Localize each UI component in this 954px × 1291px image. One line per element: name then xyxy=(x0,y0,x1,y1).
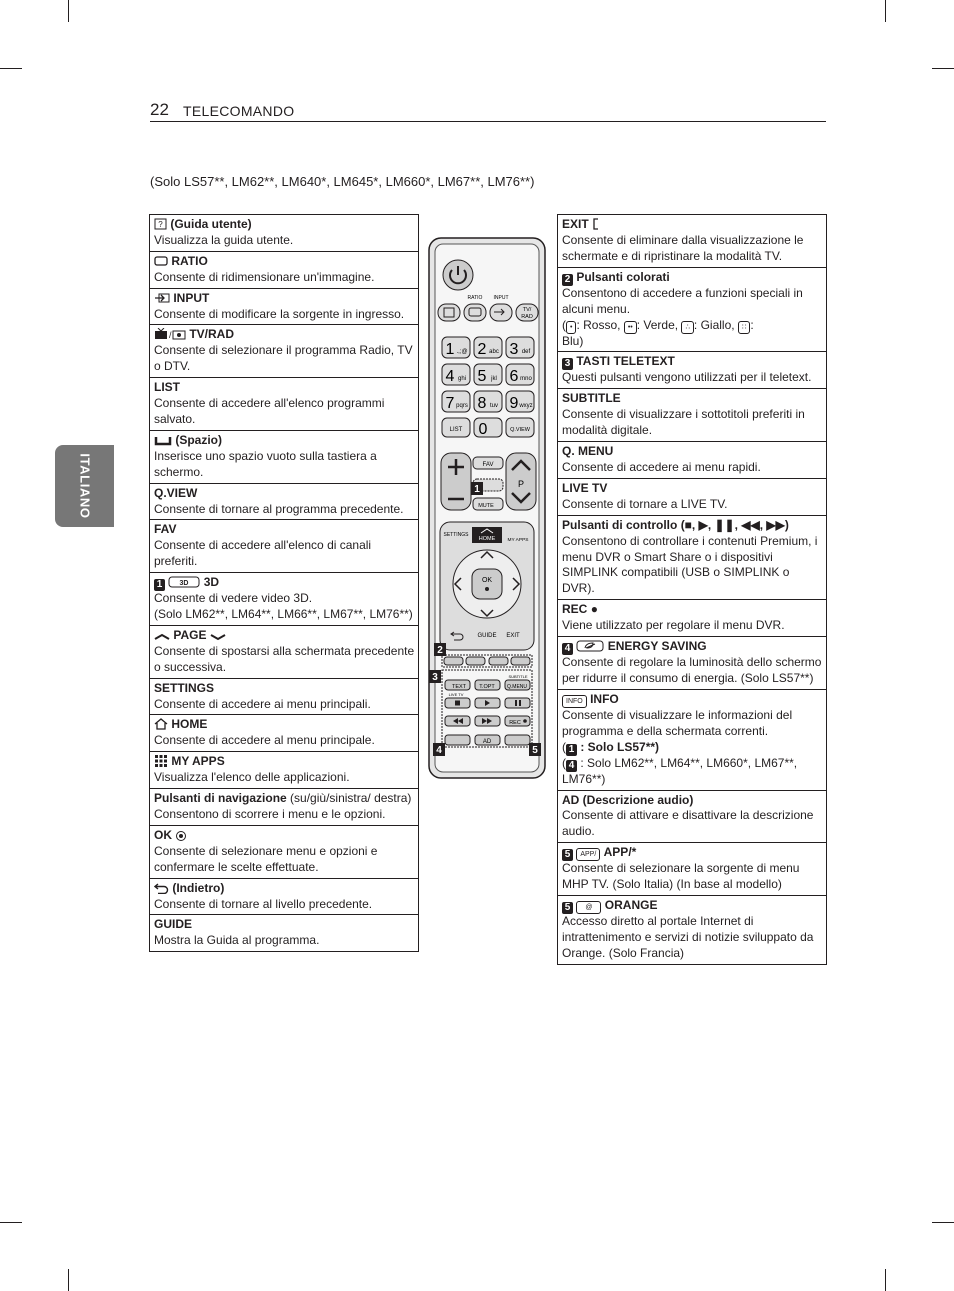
info-note-1: : Solo LS57**) xyxy=(580,739,660,754)
table-row xyxy=(150,377,418,430)
table-row xyxy=(558,790,826,843)
row-title: AD (Descrizione audio) xyxy=(562,792,694,807)
callout-badge: 2 xyxy=(562,274,573,286)
row-title: LIST xyxy=(154,380,180,395)
page-up-icon xyxy=(154,631,170,641)
page-header xyxy=(150,100,826,122)
row-desc: Visualizza la guida utente. xyxy=(154,232,294,247)
control-icons: (■, ▶, ❚❚, ◀◀, ▶▶) xyxy=(680,517,789,532)
row-title: Pulsanti colorati xyxy=(576,269,670,284)
row-desc: Questi pulsanti vengono utilizzati per il teletext. xyxy=(562,370,812,385)
row-desc: Consente di accedere ai menu principali. xyxy=(154,696,371,711)
list-label: LIST xyxy=(449,427,463,433)
callout-badge: 5 xyxy=(562,849,573,861)
callout-2-label: 2 xyxy=(437,645,443,656)
red-label: : Rosso, xyxy=(576,317,621,332)
crop-mark xyxy=(932,1222,954,1223)
row-desc: Consente di selezionare menu e opzioni e confermare le scelte effettuate. xyxy=(154,843,378,874)
digit-letters: abc xyxy=(489,349,499,355)
row-title: TV/RAD xyxy=(189,327,235,342)
table-row xyxy=(558,599,826,636)
callout-badge: 3 xyxy=(562,358,573,370)
number-keypad xyxy=(442,337,534,412)
digit-key-7[interactable] xyxy=(442,391,470,412)
callout-5 xyxy=(529,743,541,756)
red-button-icon: • xyxy=(566,321,576,334)
page-down-icon xyxy=(210,631,226,641)
row-desc: Accesso diretto al portale Internet di intrattenimento e servizi di notizie sviluppato da Orange. (Solo Francia) xyxy=(562,914,814,960)
svg-text:3D: 3D xyxy=(179,580,189,588)
orange-button-icon: @ xyxy=(576,901,601,914)
ratio-label: RATIO xyxy=(467,295,483,301)
fav-button[interactable] xyxy=(473,457,503,469)
digit-key-4[interactable] xyxy=(442,364,470,385)
table-row xyxy=(558,388,826,441)
table-row xyxy=(150,825,418,878)
row-title: (Spazio) xyxy=(175,432,223,447)
crop-mark xyxy=(885,0,886,22)
ad-label: AD xyxy=(482,739,492,745)
svg-text:?: ? xyxy=(158,220,163,229)
table-row xyxy=(150,788,418,825)
table-row xyxy=(558,842,826,895)
settings-label: SETTINGS xyxy=(443,532,469,538)
digit-letters: jkl xyxy=(491,376,497,382)
row-title: EXIT xyxy=(562,217,589,231)
blue-label: : xyxy=(750,317,754,332)
row-title: ORANGE xyxy=(604,898,658,913)
table-row xyxy=(150,714,418,751)
rec-button[interactable] xyxy=(505,716,530,726)
callout-5-label: 5 xyxy=(532,745,538,756)
row-desc: Mostra la Guida al programma. xyxy=(154,933,320,948)
row-title-suffix: (su/giù/sinistra/ destra) xyxy=(290,791,412,806)
settings-button[interactable] xyxy=(443,532,469,538)
digit-letters: def xyxy=(521,349,531,355)
row-title: TASTI TELETEXT xyxy=(576,354,675,369)
row-title: Pulsanti di controllo xyxy=(562,517,678,532)
row-desc: Consentono di controllare i contenuti Premium, i menu DVR o Smart Share o i dispositivi SIMPLINK compatibili (USB o SIMPLINK o DVR). xyxy=(562,533,818,596)
row-title: Pulsanti di navigazione xyxy=(154,791,287,806)
row-title: OK xyxy=(154,827,172,842)
digit-letters: mno xyxy=(520,376,532,382)
livetv-label: LIVE TV xyxy=(448,692,464,697)
list-button[interactable] xyxy=(442,418,470,437)
mute-label: MUTE xyxy=(478,503,494,509)
space-icon xyxy=(154,434,172,446)
row-desc: Consente di accedere al menu principale. xyxy=(154,733,375,748)
row-desc: Consente di tornare a LIVE TV. xyxy=(562,496,728,511)
3d-button-icon xyxy=(168,576,200,588)
app-button-icon: APP/ xyxy=(576,848,600,861)
table-row xyxy=(150,483,418,520)
digit-letters: wxyz xyxy=(519,403,533,409)
volume-rocker[interactable] xyxy=(441,453,471,510)
table-row xyxy=(150,519,418,572)
apps-grid-icon xyxy=(154,755,168,767)
callout-4-label: 4 xyxy=(436,745,442,756)
qmenu-button[interactable] xyxy=(505,680,530,690)
ad-button[interactable] xyxy=(475,735,500,745)
digit-letters: tuv xyxy=(489,403,499,409)
table-row xyxy=(150,572,418,625)
crop-mark xyxy=(0,68,22,69)
row-title: SUBTITLE xyxy=(562,391,621,406)
row-desc: Consente di spostarsi alla schermata precedente o successiva. xyxy=(154,643,415,674)
input-icon xyxy=(154,292,170,304)
digit-zero: 0 xyxy=(478,421,488,438)
digit-key-6[interactable] xyxy=(506,364,534,385)
crop-mark xyxy=(68,1269,69,1291)
digit-key-8[interactable] xyxy=(474,391,502,412)
tv-radio-icon xyxy=(154,328,186,340)
row-title: INPUT xyxy=(173,290,210,305)
input-button[interactable] xyxy=(490,304,512,321)
digit-number: 5 xyxy=(477,368,487,385)
exit-label: EXIT xyxy=(506,633,520,639)
table-row xyxy=(150,251,418,288)
digit-number: 2 xyxy=(477,341,487,358)
text-button[interactable] xyxy=(445,680,470,690)
digit-number: 8 xyxy=(477,395,487,412)
callout-badge: 4 xyxy=(562,643,573,655)
row-title: RATIO xyxy=(171,253,208,268)
my-apps-button[interactable] xyxy=(508,537,529,543)
ok-label: OK xyxy=(481,577,493,584)
table-row xyxy=(150,878,418,915)
row-desc: Consente di visualizzare le informazioni del programma e della schermata correnti. xyxy=(562,707,793,738)
row-title: SETTINGS xyxy=(154,680,215,695)
row-desc: Consente di modificare la sorgente in ingresso. xyxy=(154,306,405,321)
table-row xyxy=(558,515,826,600)
text-label: TEXT xyxy=(451,684,467,690)
digit-number: 7 xyxy=(445,395,455,412)
tv-rad-label-2: RAD xyxy=(521,314,533,320)
language-side-tab xyxy=(55,445,114,527)
ratio-icon xyxy=(154,255,168,267)
row-note: (Solo LM62**, LM64**, LM66**, LM67**, LM76**) xyxy=(154,607,413,622)
callout-badge: 4 xyxy=(566,760,577,772)
guide-user-button[interactable] xyxy=(438,304,460,321)
exit-button[interactable] xyxy=(506,633,520,639)
topt-button[interactable] xyxy=(475,680,500,690)
blue-button-icon: ∷ xyxy=(738,321,750,334)
zero-button[interactable] xyxy=(474,418,502,438)
yellow-label: : Giallo, xyxy=(693,317,735,332)
row-title: Q.VIEW xyxy=(154,485,198,500)
digit-key-5[interactable] xyxy=(474,364,502,385)
tv-rad-label: TV/ xyxy=(522,307,532,313)
row-title: ENERGY SAVING xyxy=(607,639,707,654)
qview-label: Q.VIEW xyxy=(510,427,530,433)
energy-saving-button[interactable] xyxy=(445,735,470,745)
table-row xyxy=(150,625,418,678)
row-title: INFO xyxy=(590,691,619,706)
row-title: (Indietro) xyxy=(172,880,225,895)
crop-mark xyxy=(68,0,69,22)
table-row xyxy=(150,288,418,325)
row-desc: Consentono di scorrere i menu e le opzioni. xyxy=(154,807,386,821)
stop-button[interactable] xyxy=(445,698,470,708)
table-row xyxy=(150,751,418,788)
row-title: HOME xyxy=(171,717,208,732)
green-label: : Verde, xyxy=(636,317,679,332)
digit-number: 1 xyxy=(445,341,455,358)
rec-dot-icon: ● xyxy=(590,602,598,617)
back-arrow-icon xyxy=(154,882,169,894)
play-button[interactable] xyxy=(475,698,500,708)
exit-icon xyxy=(592,218,600,230)
forward-button[interactable] xyxy=(475,716,500,726)
table-row xyxy=(558,636,826,689)
guide-button[interactable] xyxy=(477,633,496,639)
row-desc: Consente di vedere video 3D. xyxy=(154,591,313,606)
row-desc: Consente di ridimensionare un'immagine. xyxy=(154,269,375,284)
input-label: INPUT xyxy=(493,295,509,301)
qview-button[interactable] xyxy=(506,418,534,437)
callout-badge: 1 xyxy=(154,579,165,591)
ratio-button[interactable] xyxy=(464,304,486,321)
guide-label: GUIDE xyxy=(477,633,497,639)
left-function-table xyxy=(149,214,419,952)
row-title: GUIDE xyxy=(154,917,193,932)
digit-letters: pqrs xyxy=(456,403,468,409)
table-row xyxy=(150,215,418,251)
power-button[interactable] xyxy=(443,260,473,290)
svg-text:/: / xyxy=(169,330,172,341)
digit-letters: ghi xyxy=(457,376,467,382)
callout-badge: 5 xyxy=(562,902,573,914)
row-desc: Consente di accedere ai menu rapidi. xyxy=(562,459,761,474)
section-title: TELECOMANDO xyxy=(183,103,295,119)
row-title: MY APPS xyxy=(171,754,225,769)
row-desc: Consente di attivare e disattivare la descrizione audio. xyxy=(562,808,814,839)
pause-button[interactable] xyxy=(505,698,530,708)
models-note: (Solo LS57**, LM62**, LM640*, LM645*, LM660*, LM67**, LM76**) xyxy=(150,174,535,189)
home-icon xyxy=(154,718,168,730)
digit-key-3[interactable] xyxy=(506,337,534,358)
row-desc: Consente di accedere all'elenco programmi salvato. xyxy=(154,396,385,426)
callout-3-label: 3 xyxy=(432,672,438,683)
row-desc: Viene utilizzato per regolare il menu DVR. xyxy=(562,618,785,633)
ok-dot-icon xyxy=(175,829,187,841)
rec-label: REC xyxy=(509,720,521,726)
app-button[interactable] xyxy=(505,735,530,745)
row-desc: Consente di accedere all'elenco di canali preferiti. xyxy=(154,538,372,569)
mute-button[interactable] xyxy=(473,498,503,510)
table-row xyxy=(558,478,826,515)
callout-badge: 1 xyxy=(566,744,577,756)
table-row xyxy=(558,895,826,964)
table-row xyxy=(150,914,418,951)
my-apps-label: MY APPS xyxy=(507,538,529,543)
row-desc: Consente di tornare al livello precedente. xyxy=(154,896,373,911)
crop-mark xyxy=(932,68,954,69)
digit-key-1[interactable] xyxy=(442,337,470,358)
qmenu-label: Q.MENU xyxy=(507,684,527,690)
row-title: FAV xyxy=(154,522,177,537)
callout-3 xyxy=(429,670,441,683)
callout-1-label: 1 xyxy=(474,484,480,495)
blue-label-cont: Blu) xyxy=(562,333,584,348)
home-button[interactable] xyxy=(472,527,502,543)
program-rocker[interactable] xyxy=(506,453,536,510)
callout-2 xyxy=(434,643,446,656)
table-row: 2 Pulsanti colorati Consentono di accedere a funzioni speciali in alcuni menu. ( • : Rosso, •• : Verde, ∴ : Giallo, ∷ : Blu) xyxy=(558,267,826,352)
page-number: 22 xyxy=(150,100,169,119)
yellow-button-icon: ∴ xyxy=(681,321,693,334)
row-title: 3D xyxy=(203,575,220,590)
digit-number: 6 xyxy=(509,368,519,385)
remote-control-illustration xyxy=(428,237,546,779)
row-desc: Inserisce uno spazio vuoto sulla tastiera a schermo. xyxy=(154,448,377,479)
question-icon xyxy=(154,218,167,230)
info-button-icon: INFO xyxy=(562,695,587,708)
rewind-button[interactable] xyxy=(445,716,470,726)
table-row xyxy=(150,324,418,377)
digit-number: 4 xyxy=(445,368,455,385)
table-row xyxy=(558,215,826,267)
row-desc: Consente di regolare la luminosità dello schermo per ridurre il consumo di energia. (Solo LS57**) xyxy=(562,655,822,685)
table-row xyxy=(150,678,418,715)
topt-label: T.OPT xyxy=(479,684,495,690)
ok-button[interactable] xyxy=(472,569,502,599)
digit-letters: .,;@ xyxy=(456,349,468,355)
row-desc: Consentono di accedere a funzioni speciali in alcuni menu. xyxy=(562,285,803,316)
program-label: P xyxy=(517,479,525,489)
tv-rad-button[interactable] xyxy=(516,304,538,321)
crop-mark xyxy=(0,1222,22,1223)
row-title: LIVE TV xyxy=(562,480,608,495)
row-title: (Guida utente) xyxy=(170,217,252,231)
row-desc: Consente di selezionare il programma Radio, TV o DTV. xyxy=(154,343,413,374)
right-function-table xyxy=(557,214,827,965)
digit-number: 9 xyxy=(509,395,519,412)
table-row xyxy=(558,441,826,478)
digit-key-2[interactable] xyxy=(474,337,502,358)
row-desc: Consente di tornare al programma precedente. xyxy=(154,501,404,516)
row-title: REC xyxy=(562,602,588,617)
table-row xyxy=(150,430,418,483)
row-desc: Consente di eliminare dalla visualizzazione le schermate e di ripristinare la modalità TV. xyxy=(562,232,804,263)
row-title: APP/* xyxy=(603,845,637,860)
callout-1 xyxy=(471,482,483,495)
crop-mark xyxy=(885,1269,886,1291)
row-desc: Consente di visualizzare i sottotitoli preferiti in modalità digitale. xyxy=(562,407,805,438)
row-desc: Visualizza l'elenco delle applicazioni. xyxy=(154,770,350,785)
home-label: HOME xyxy=(478,536,496,542)
info-note-4: : Solo LM62**, LM64**, LM660*, LM67**, LM76**) xyxy=(562,755,798,786)
callout-4 xyxy=(433,743,445,756)
fav-label: FAV xyxy=(482,462,494,468)
row-title: Q. MENU xyxy=(562,444,614,459)
table-row: INFO INFO Consente di visualizzare le informazioni del programma e della schermata correnti. ( 1 : Solo LS57**) ( 4 : Solo LM62**, LM64**, LM660*, LM67**, LM76**) xyxy=(558,689,826,790)
green-button-icon: •• xyxy=(624,321,637,334)
row-desc: Consente di selezionare la sorgente di menu MHP TV. (Solo Italia) (In base al modello) xyxy=(562,861,800,892)
table-row xyxy=(558,351,826,388)
digit-key-9[interactable] xyxy=(506,391,534,412)
side-tab-label: ITALIANO xyxy=(77,453,92,519)
subtitle-label: SUBTITLE xyxy=(508,674,528,679)
digit-number: 3 xyxy=(509,341,519,358)
row-title: PAGE xyxy=(173,627,207,642)
energy-saving-icon xyxy=(576,640,604,652)
